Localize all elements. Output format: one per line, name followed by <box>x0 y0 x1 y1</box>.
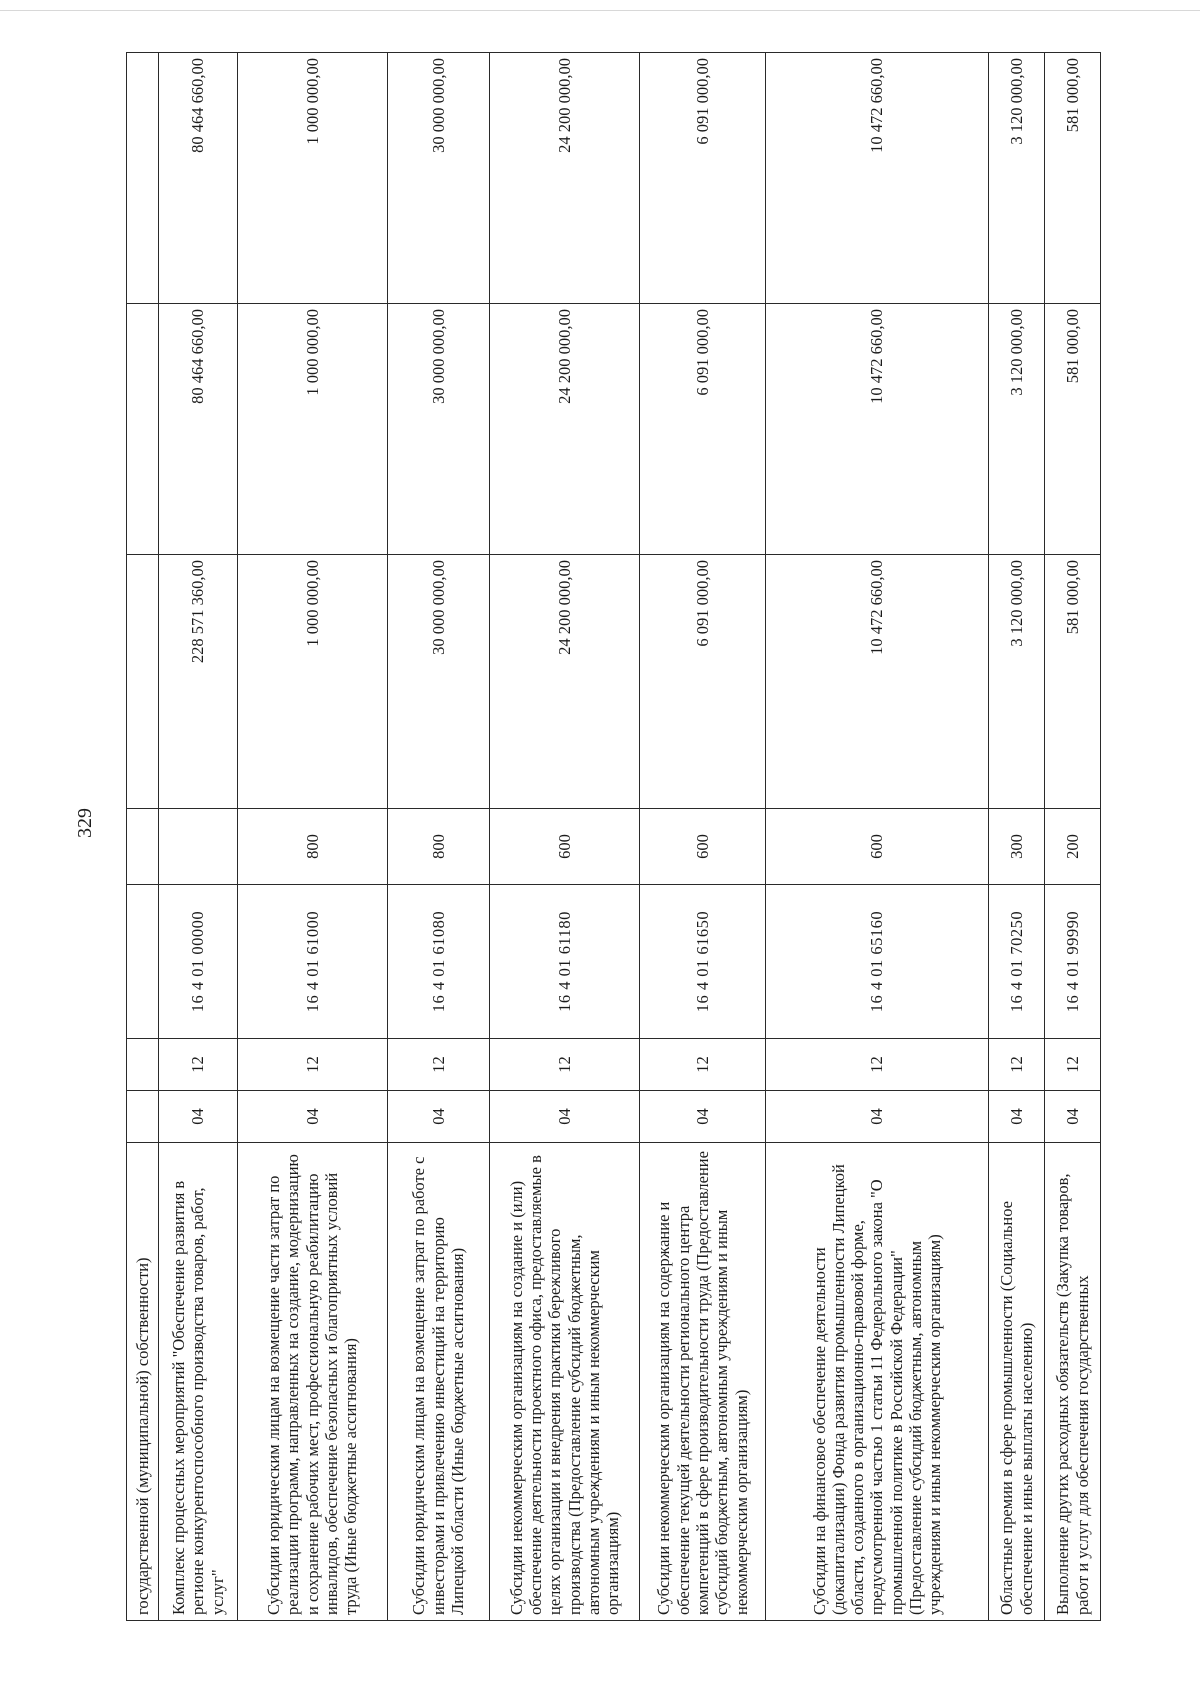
section-code: 04 <box>1045 1091 1101 1143</box>
amount-year-1: 10 472 660,00 <box>765 304 988 555</box>
amount-year-2: 10 472 660,00 <box>765 53 988 304</box>
target-article-code: 16 4 01 99990 <box>1045 885 1101 1039</box>
amount-year-1: 581 000,00 <box>1045 304 1101 555</box>
row-description: Субсидии некоммерческим организациям на содержание и обеспечение текущей деятельности регионального центра компетенций в сфере производительности труда (Предоставление субсидий бюджетным, автономным учреждениям и иным некоммерческим организациям) <box>640 1143 766 1621</box>
subsection-code: 12 <box>387 1039 489 1091</box>
amount-total: 581 000,00 <box>1045 555 1101 809</box>
amount-total: 30 000 000,00 <box>387 555 489 809</box>
subsection-code: 12 <box>159 1039 237 1091</box>
expense-type-code: 300 <box>989 809 1045 885</box>
section-code: 04 <box>387 1091 489 1143</box>
subsection-code: 12 <box>640 1039 766 1091</box>
amount-year-1: 6 091 000,00 <box>640 304 766 555</box>
row-description: государственной (муниципальной) собственности) <box>127 1143 159 1621</box>
amount-year-2: 1 000 000,00 <box>237 53 387 304</box>
section-code: 04 <box>237 1091 387 1143</box>
section-code: 04 <box>765 1091 988 1143</box>
table-row <box>489 53 639 1621</box>
table-row <box>159 53 237 1621</box>
amount-year-2 <box>127 53 159 304</box>
budget-table <box>126 52 1101 1621</box>
subsection-code: 12 <box>489 1039 639 1091</box>
section-code: 04 <box>159 1091 237 1143</box>
amount-year-2: 30 000 000,00 <box>387 53 489 304</box>
target-article-code <box>127 885 159 1039</box>
section-code: 04 <box>489 1091 639 1143</box>
table-row <box>127 53 159 1621</box>
target-article-code: 16 4 01 00000 <box>159 885 237 1039</box>
section-code: 04 <box>989 1091 1045 1143</box>
row-description: Субсидии на финансовое обеспечение деятельности (докапитализации) Фонда развития промышленности Липецкой области, созданного в организационно-правовой форме, предусмотренной частью 1 статьи 11 Федерального закона "О промышленной политике в Российской Федерации" (Предоставление субсидий бюджетным, автономным учреждениям и иным некоммерческим организациям) <box>765 1143 988 1621</box>
amount-year-2: 3 120 000,00 <box>989 53 1045 304</box>
expense-type-code: 600 <box>640 809 766 885</box>
amount-total: 1 000 000,00 <box>237 555 387 809</box>
subsection-code <box>127 1039 159 1091</box>
target-article-code: 16 4 01 61180 <box>489 885 639 1039</box>
row-description: Субсидии юридическим лицам на возмещение части затрат по реализации программ, направленных на создание, модернизацию и сохранение рабочих мест, профессиональную реабилитацию инвалидов, обеспечение безопасных и благоприятных условий труда (Иные бюджетные ассигнования) <box>237 1143 387 1621</box>
expense-type-code: 600 <box>765 809 988 885</box>
target-article-code: 16 4 01 70250 <box>989 885 1045 1039</box>
target-article-code: 16 4 01 65160 <box>765 885 988 1039</box>
amount-year-1: 3 120 000,00 <box>989 304 1045 555</box>
amount-total: 228 571 360,00 <box>159 555 237 809</box>
amount-total <box>127 555 159 809</box>
subsection-code: 12 <box>989 1039 1045 1091</box>
amount-year-2: 6 091 000,00 <box>640 53 766 304</box>
amount-total: 10 472 660,00 <box>765 555 988 809</box>
rotated-table-container <box>126 53 1101 1621</box>
amount-year-1: 30 000 000,00 <box>387 304 489 555</box>
amount-year-2: 80 464 660,00 <box>159 53 237 304</box>
amount-total: 3 120 000,00 <box>989 555 1045 809</box>
row-description: Выполнение других расходных обязательств (Закупка товаров, работ и услуг для обеспечения государственных <box>1045 1143 1101 1621</box>
amount-year-1: 80 464 660,00 <box>159 304 237 555</box>
amount-year-1: 1 000 000,00 <box>237 304 387 555</box>
section-code <box>127 1091 159 1143</box>
target-article-code: 16 4 01 61080 <box>387 885 489 1039</box>
section-code: 04 <box>640 1091 766 1143</box>
expense-type-code <box>127 809 159 885</box>
target-article-code: 16 4 01 61650 <box>640 885 766 1039</box>
row-description: Субсидии юридическим лицам на возмещение затрат по работе с инвесторами и привлечению инвестиций на территорию Липецкой области (Иные бюджетные ассигнования) <box>387 1143 489 1621</box>
expense-type-code: 800 <box>237 809 387 885</box>
amount-year-1: 24 200 000,00 <box>489 304 639 555</box>
table-row <box>1045 53 1101 1621</box>
amount-year-1 <box>127 304 159 555</box>
amount-total: 6 091 000,00 <box>640 555 766 809</box>
page-number: 329 <box>74 808 96 838</box>
row-description: Комплекс процессных мероприятий "Обеспечение развития в регионе конкурентоспособного производства товаров, работ, услуг" <box>159 1143 237 1621</box>
subsection-code: 12 <box>765 1039 988 1091</box>
amount-year-2: 24 200 000,00 <box>489 53 639 304</box>
expense-type-code: 600 <box>489 809 639 885</box>
expense-type-code: 200 <box>1045 809 1101 885</box>
target-article-code: 16 4 01 61000 <box>237 885 387 1039</box>
table-row <box>237 53 387 1621</box>
scan-edge-line <box>0 10 1200 11</box>
row-description: Областные премии в сфере промышленности (Социальное обеспечение и иные выплаты населению) <box>989 1143 1045 1621</box>
table-row <box>640 53 766 1621</box>
table-row <box>765 53 988 1621</box>
subsection-code: 12 <box>1045 1039 1101 1091</box>
table-row <box>387 53 489 1621</box>
row-description: Субсидии некоммерческим организациям на создание и (или) обеспечение деятельности проектного офиса, предоставляемые в целях организации и внедрения практики бережливого производства (Предоставление субсидий бюджетным, автономным учреждениям и иным некоммерческим организациям) <box>489 1143 639 1621</box>
amount-total: 24 200 000,00 <box>489 555 639 809</box>
subsection-code: 12 <box>237 1039 387 1091</box>
table-row <box>989 53 1045 1621</box>
expense-type-code <box>159 809 237 885</box>
expense-type-code: 800 <box>387 809 489 885</box>
amount-year-2: 581 000,00 <box>1045 53 1101 304</box>
